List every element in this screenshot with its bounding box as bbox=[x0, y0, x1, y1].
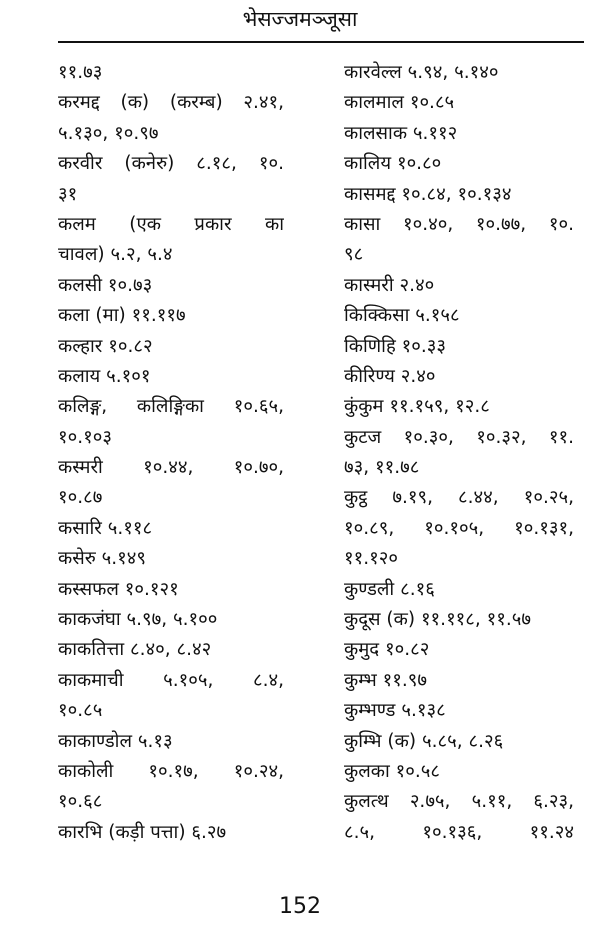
index-line: कसारि ५.११८ bbox=[58, 517, 153, 539]
index-line: कीरिण्य २.४० bbox=[344, 365, 436, 387]
index-line: काकतित्ता ८.४०, ८.४२ bbox=[58, 639, 212, 661]
index-line: १०.८७ bbox=[58, 487, 103, 509]
index-line: कलसी १०.७३ bbox=[58, 274, 153, 296]
index-line: ११.१२० bbox=[344, 548, 398, 570]
index-line: कुंकुम ११.१५९, १२.८ bbox=[344, 396, 490, 418]
index-line: कुलत्थ २.७५, ५.११, ६.२३, bbox=[344, 791, 574, 813]
index-line: १०.१०३ bbox=[58, 426, 112, 448]
index-line: ३१ bbox=[58, 183, 78, 205]
index-line: कासा १०.४०, १०.७७, १०. bbox=[344, 213, 574, 235]
index-line: कुम्भ ११.९७ bbox=[344, 669, 428, 691]
index-line: कुटज १०.३०, १०.३२, ११. bbox=[344, 426, 574, 448]
index-line: कुदूस (क) ११.११८, ११.५७ bbox=[344, 609, 532, 631]
index-line: कस्सफल १०.१२१ bbox=[58, 578, 179, 600]
index-line: कल्हार १०.८२ bbox=[58, 335, 153, 357]
index-line: कालसाक ५.११२ bbox=[344, 122, 458, 144]
index-line: कासमद्द १०.८४, १०.१३४ bbox=[344, 183, 512, 205]
index-line: १०.८९, १०.१०५, १०.१३१, bbox=[344, 517, 574, 539]
index-line: काकमाची ५.१०५, ८.४, bbox=[58, 669, 284, 691]
index-line: कालिय १०.८० bbox=[344, 153, 442, 175]
index-column-left bbox=[58, 58, 284, 848]
index-column-right bbox=[344, 58, 574, 848]
index-line: करवीर (कनेरु) ८.१८, १०. bbox=[58, 153, 284, 175]
index-line: ९८ bbox=[344, 244, 364, 266]
index-line: काकोली १०.१७, १०.२४, bbox=[58, 760, 284, 782]
index-line: कलम (एक प्रकार का bbox=[58, 213, 284, 235]
index-line: काकाण्डोल ५.१३ bbox=[58, 730, 173, 752]
index-line: कसेरु ५.१४९ bbox=[58, 548, 147, 570]
index-line: कुण्डली ८.१६ bbox=[344, 578, 435, 600]
page-number: 152 bbox=[279, 894, 321, 919]
index-line: ८.५, १०.१३६, ११.२४ bbox=[344, 821, 574, 843]
index-line: कारवेल्ल ५.९४, ५.१४० bbox=[344, 62, 499, 83]
index-line: कालमाल १०.८५ bbox=[344, 92, 455, 114]
index-line: कुट्ठ ७.१९, ८.४४, १०.२५, bbox=[344, 487, 574, 509]
index-line: १०.८५ bbox=[58, 700, 103, 722]
index-line: ११.७३ bbox=[58, 62, 103, 83]
index-line: कला (मा) ११.११७ bbox=[58, 305, 186, 327]
index-line: कुलका १०.५८ bbox=[344, 760, 440, 782]
index-line: चावल) ५.२, ५.४ bbox=[58, 244, 173, 266]
index-line: कलिङ्ग, कलिङ्गिका १०.६५, bbox=[58, 396, 284, 418]
running-header: भेसज्जमञ्जूसा bbox=[242, 7, 358, 31]
index-line: कस्मरी १०.४४, १०.७०, bbox=[58, 457, 284, 479]
index-line: ७३, ११.७८ bbox=[344, 457, 420, 479]
index-line: कारभि (कड़ी पत्ता) ६.२७ bbox=[58, 821, 227, 843]
index-line: कलाय ५.१०१ bbox=[58, 365, 151, 387]
header-rule bbox=[58, 41, 584, 43]
index-line: कास्मरी २.४० bbox=[344, 274, 435, 296]
index-line: कुमुद १०.८२ bbox=[344, 639, 430, 661]
index-line: ५.१३०, १०.९७ bbox=[58, 122, 159, 144]
index-line: काकजंघा ५.९७, ५.१०० bbox=[58, 609, 218, 631]
index-line: १०.६८ bbox=[58, 791, 103, 813]
index-line: कुम्भण्ड ५.१३८ bbox=[344, 700, 446, 722]
index-line: किक्किसा ५.१५८ bbox=[344, 305, 460, 327]
index-line: किणिहि १०.३३ bbox=[344, 335, 447, 357]
index-line: कुम्भि (क) ५.८५, ८.२६ bbox=[344, 730, 504, 752]
index-line: करमद्द (क) (करम्ब) २.४१, bbox=[58, 92, 284, 114]
